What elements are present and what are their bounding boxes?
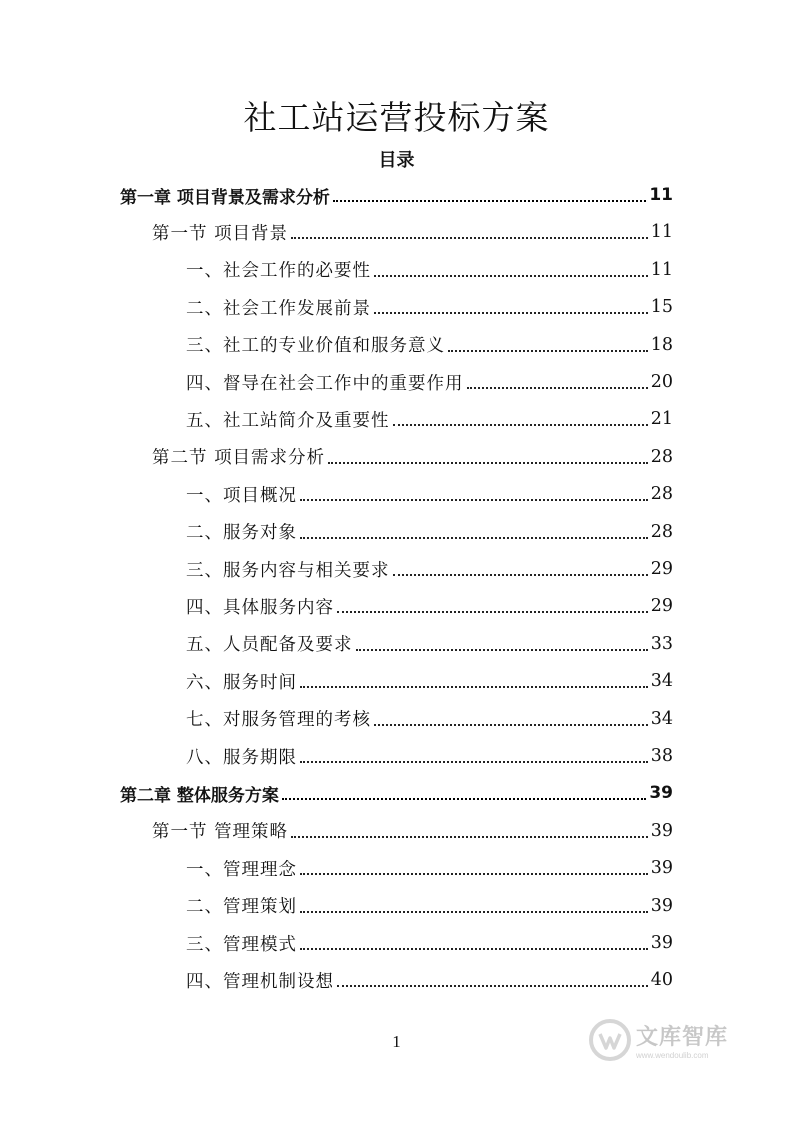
toc-entry[interactable] — [186, 591, 673, 621]
toc-dot-leader — [300, 948, 648, 950]
toc-dot-leader — [300, 537, 648, 539]
toc-entry[interactable] — [186, 928, 673, 958]
toc-entry-label: 第二节 项目需求分析 — [152, 448, 326, 469]
toc-entry-label: 第一节 项目背景 — [152, 223, 289, 244]
watermark-name: 文库智库 — [636, 1025, 729, 1050]
toc-entry-page: 11 — [649, 185, 673, 205]
toc-entry-label: 四、具体服务内容 — [186, 597, 334, 618]
toc-entry-page: 39 — [650, 820, 673, 841]
toc-dot-leader — [300, 911, 648, 913]
page-number: 1 — [392, 1032, 401, 1051]
toc-dot-leader — [282, 798, 646, 800]
toc-entry-label: 第二章 整体服务方案 — [120, 785, 279, 806]
toc-dot-leader — [300, 499, 648, 501]
watermark-url: www.wendoulib.com — [636, 1051, 709, 1060]
toc-entry[interactable] — [120, 180, 673, 210]
toc-entry-label: 第一节 管理策略 — [152, 822, 289, 843]
toc-entry-page: 39 — [649, 783, 673, 804]
toc-entry[interactable] — [152, 442, 673, 472]
toc-entry-page: 29 — [650, 559, 673, 579]
toc-entry-label: 六、服务时间 — [186, 672, 297, 693]
toc-entry[interactable] — [186, 629, 673, 659]
toc-entry-label: 四、管理机制设想 — [186, 971, 334, 992]
toc-entry-page: 11 — [650, 259, 673, 280]
toc-entry[interactable] — [186, 404, 673, 434]
toc-entry-page: 20 — [650, 372, 673, 392]
toc-entry-label: 二、管理策划 — [186, 897, 297, 918]
toc-entry-page: 28 — [650, 446, 673, 467]
toc-entry[interactable] — [186, 554, 673, 584]
toc-dot-leader — [300, 873, 648, 875]
toc-dot-leader — [374, 724, 648, 726]
toc-dot-leader — [300, 761, 648, 763]
toc-entry[interactable] — [186, 330, 673, 360]
toc-entry[interactable] — [186, 292, 673, 322]
toc-entry-page: 21 — [650, 409, 673, 430]
toc-dot-leader — [333, 200, 646, 202]
toc-entry-page: 11 — [650, 222, 673, 243]
toc-entry[interactable] — [186, 965, 673, 995]
toc-entry[interactable] — [186, 517, 673, 547]
toc-dot-leader — [300, 686, 648, 688]
toc-dot-leader — [328, 462, 648, 464]
toc-dot-leader — [291, 836, 648, 838]
toc-dot-leader — [374, 275, 648, 277]
wendou-logo-icon — [588, 1018, 632, 1062]
toc-entry-page: 18 — [650, 334, 673, 355]
toc-entry-page: 34 — [650, 671, 673, 692]
toc-entry-label: 七、对服务管理的考核 — [186, 710, 371, 731]
toc-dot-leader — [393, 574, 648, 576]
toc-entry-page: 39 — [650, 858, 673, 879]
toc-entry-label: 一、社会工作的必要性 — [186, 261, 371, 282]
toc-entry-label: 一、管理理念 — [186, 859, 297, 880]
toc-entry[interactable] — [186, 891, 673, 921]
toc-entry-page: 15 — [650, 297, 673, 318]
toc-entry-label: 二、服务对象 — [186, 523, 297, 544]
toc-entry-label: 三、社工的专业价值和服务意义 — [186, 336, 445, 357]
toc-entry-label: 五、社工站简介及重要性 — [186, 410, 390, 431]
toc-entry-label: 五、人员配备及要求 — [186, 635, 353, 656]
toc-entry-page: 39 — [650, 895, 673, 916]
toc-entry[interactable] — [152, 816, 673, 846]
toc-heading: 目录 — [378, 150, 415, 171]
toc-dot-leader — [393, 424, 648, 426]
toc-entry-label: 八、服务期限 — [186, 747, 297, 768]
toc-entry-page: 29 — [650, 596, 673, 617]
toc-dot-leader — [337, 611, 648, 613]
toc-entry[interactable] — [186, 741, 673, 771]
toc-dot-leader — [356, 649, 648, 651]
toc-entry-label: 第一章 项目背景及需求分析 — [120, 187, 330, 208]
toc-entry-page: 40 — [650, 970, 673, 991]
toc-entry-page: 28 — [650, 484, 673, 505]
toc-entry-page: 39 — [650, 933, 673, 953]
toc-entry[interactable] — [152, 217, 673, 247]
toc-entry-page: 34 — [650, 708, 673, 729]
toc-entry[interactable] — [186, 479, 673, 509]
toc-entry-label: 四、督导在社会工作中的重要作用 — [186, 373, 464, 394]
toc-entry-label: 三、管理模式 — [186, 934, 297, 955]
toc-entry-label: 三、服务内容与相关要求 — [186, 560, 390, 581]
toc-entry-page: 33 — [650, 633, 673, 654]
toc-dot-leader — [467, 387, 648, 389]
toc-entry-page: 38 — [650, 746, 673, 766]
toc-entry[interactable] — [186, 704, 673, 734]
toc-dot-leader — [374, 312, 648, 314]
toc-entry[interactable] — [120, 778, 673, 808]
document-title: 社工站运营投标方案 — [243, 98, 550, 137]
toc-entry-label: 一、项目概况 — [186, 485, 297, 506]
watermark — [588, 1018, 728, 1062]
toc-dot-leader — [448, 350, 648, 352]
toc-dot-leader — [291, 237, 648, 239]
toc-entry-label: 二、社会工作发展前景 — [186, 298, 371, 319]
toc-entry-page: 28 — [650, 521, 673, 542]
toc-entry[interactable] — [186, 853, 673, 883]
toc-entry[interactable] — [186, 666, 673, 696]
toc-entry[interactable] — [186, 367, 673, 397]
toc-dot-leader — [337, 985, 648, 987]
toc-entry[interactable] — [186, 255, 673, 285]
